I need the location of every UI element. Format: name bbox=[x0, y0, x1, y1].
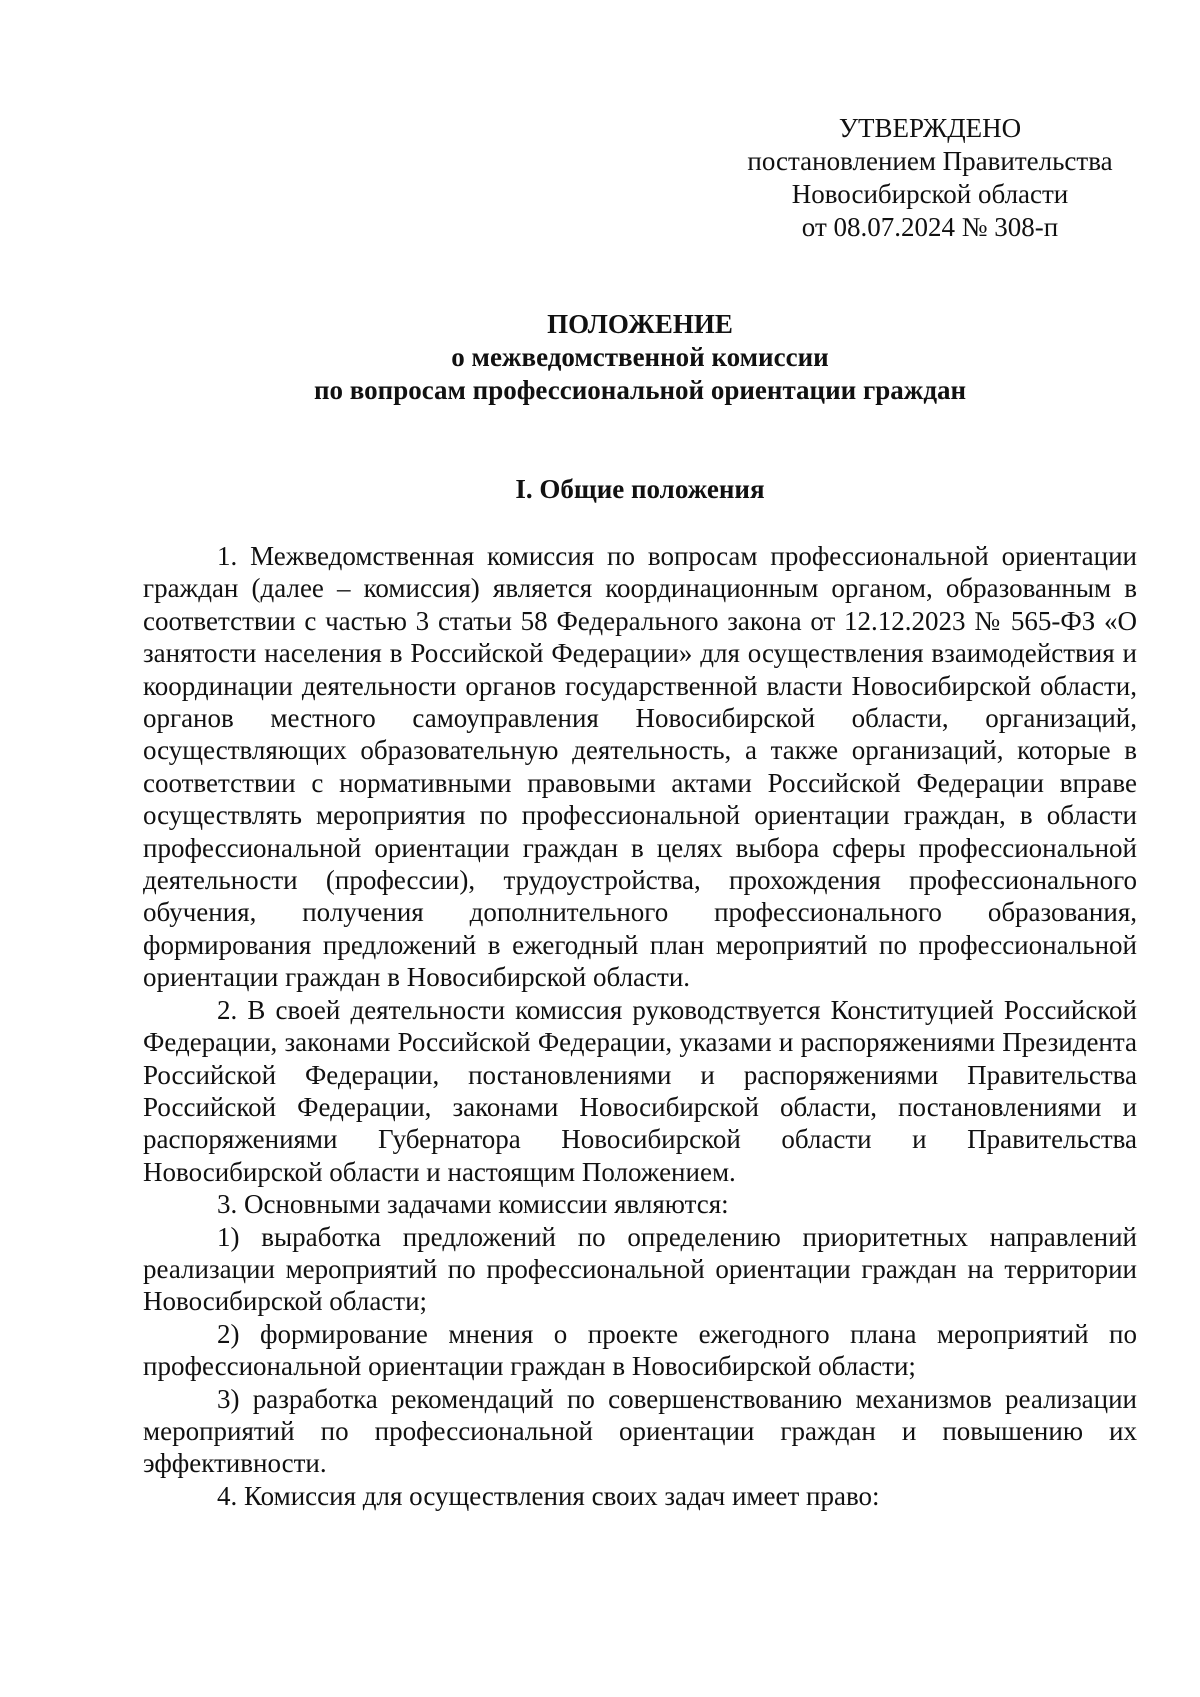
approval-date-number: от 08.07.2024 № 308-п bbox=[801, 212, 1059, 242]
document-subject-line-1: о межведомственной комиссии bbox=[451, 342, 829, 372]
approval-status: УТВЕРЖДЕНО bbox=[838, 113, 1022, 143]
paragraph-3: 3. Основными задачами комиссии являются: bbox=[217, 1189, 729, 1220]
paragraph-3-item-2: 2) формирование мнения о проекте ежегодного плана мероприятий по профессиональной ориентации граждан в Новосибирской области; bbox=[143, 1318, 1137, 1382]
paragraph-3-item-1: 1) выработка предложений по определению приоритетных направлений реализации мероприятий по профессиональной ориентации граждан на территории Новосибирской области; bbox=[143, 1221, 1137, 1317]
document-title bbox=[140, 308, 1140, 407]
paragraph-4: 4. Комиссия для осуществления своих задач имеет право: bbox=[217, 1480, 880, 1511]
document-type-heading: ПОЛОЖЕНИЕ bbox=[547, 309, 733, 339]
document-subject-line-2: по вопросам профессиональной ориентации граждан bbox=[313, 375, 967, 405]
paragraph-1: 1. Межведомственная комиссия по вопросам профессиональной ориентации граждан (далее – комиссия) является координационным органом, образованным в соответствии с частью 3 статьи 58 Федерального закона от 12.12.2023 № 565-ФЗ «О занятости населения в Российской Федерации» для осуществления взаимодействия и координации деятельности органов государственной власти Новосибирской области, органов местного самоуправления Новосибирской области, организаций, осуществляющих образовательную деятельность, а также организаций, которые в соответствии с нормативными правовыми актами Российской Федерации вправе осуществлять мероприятия по профессиональной ориентации граждан, в области профессиональной ориентации граждан в целях выбора сферы профессиональной деятельности (профессии), трудоустройства, прохождения профессионального обучения, получения дополнительного профессионального образования, формирования предложений в ежегодный план мероприятий по профессиональной ориентации граждан в Новосибирской области. bbox=[143, 541, 1137, 993]
paragraph-2: 2. В своей деятельности комиссия руководствуется Конституцией Российской Федерации, законами Российской Федерации, указами и распоряжениями Президента Российской Федерации, постановлениями и распоряжениями Правительства Российской Федерации, законами Новосибирской области, постановлениями и распоряжениями Губернатора Новосибирской области и Правительства Новосибирской области и настоящим Положением. bbox=[143, 994, 1137, 1187]
document-body bbox=[143, 540, 1137, 1512]
paragraph-3-item-3: 3) разработка рекомендаций по совершенствованию механизмов реализации мероприятий по профессиональной ориентации граждан и повышению их эффективности. bbox=[143, 1383, 1137, 1479]
approval-authority: постановлением Правительства bbox=[747, 146, 1113, 176]
approval-region: Новосибирской области bbox=[791, 179, 1069, 209]
section-heading: I. Общие положения bbox=[515, 474, 765, 504]
approval-stamp bbox=[720, 112, 1140, 244]
